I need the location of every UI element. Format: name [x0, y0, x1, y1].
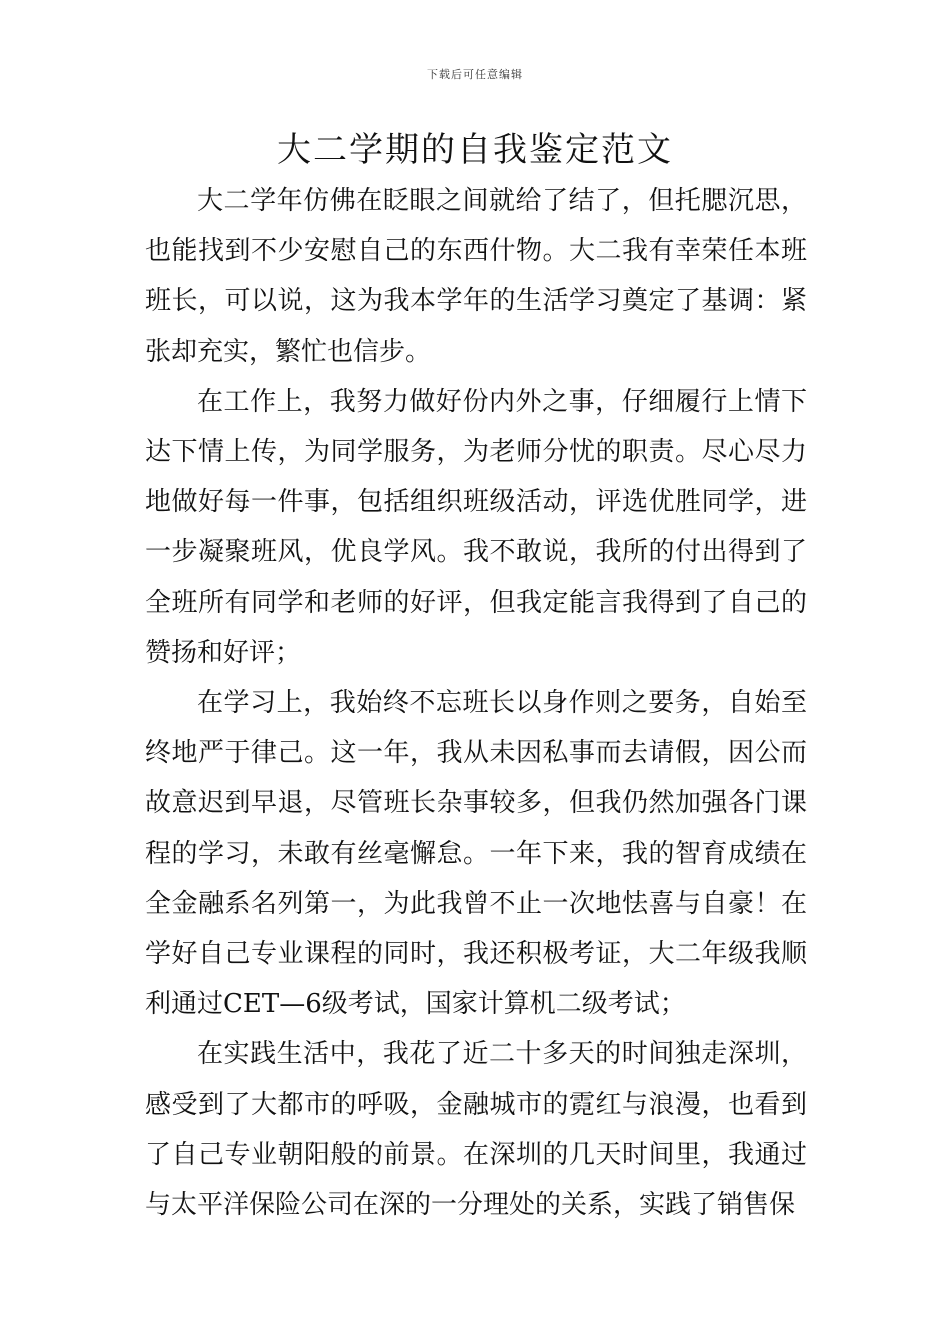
document-body	[145, 176, 807, 1230]
paragraph: 大二学年仿佛在眨眼之间就给了结了，但托腮沉思，也能找到不少安慰自己的东西什物。大二我有幸荣任本班班长，可以说，这为我本学年的生活学习奠定了基调：紧张却充实，繁忙也信步。	[145, 186, 807, 367]
header-note: 下载后可任意编辑	[427, 68, 523, 81]
paragraph: 在实践生活中，我花了近二十多天的时间独走深圳，感受到了大都市的呼吸，金融城市的霓红与浪漫，也看到了自己专业朝阳般的前景。在深圳的几天时间里，我通过与太平洋保险公司在深的一分理处的关系，实践了销售保	[145, 1039, 807, 1221]
paragraph: 在学习上，我始终不忘班长以身作则之要务，自始至终地严于律己。这一年，我从未因私事而去请假，因公而故意迟到早退，尽管班长杂事较多，但我仍然加强各门课程的学习，未敢有丝毫懈怠。一年下来，我的智育成绩在全金融系名列第一，为此我曾不止一次地怯喜与自豪！在学好自己专业课程的同时，我还积极考证，大二年级我顺利通过CET—6级考试，国家计算机二级考试；	[145, 688, 807, 1020]
paragraph: 在工作上，我努力做好份内外之事，仔细履行上情下达下情上传，为同学服务，为老师分忧的职责。尽心尽力地做好每一件事，包括组织班级活动，评选优胜同学，进一步凝聚班风，优良学风。我不敢说，我所的付出得到了全班所有同学和老师的好评，但我定能言我得到了自己的赞扬和好评；	[145, 386, 807, 668]
document-title: 大二学期的自我鉴定范文	[277, 130, 673, 170]
